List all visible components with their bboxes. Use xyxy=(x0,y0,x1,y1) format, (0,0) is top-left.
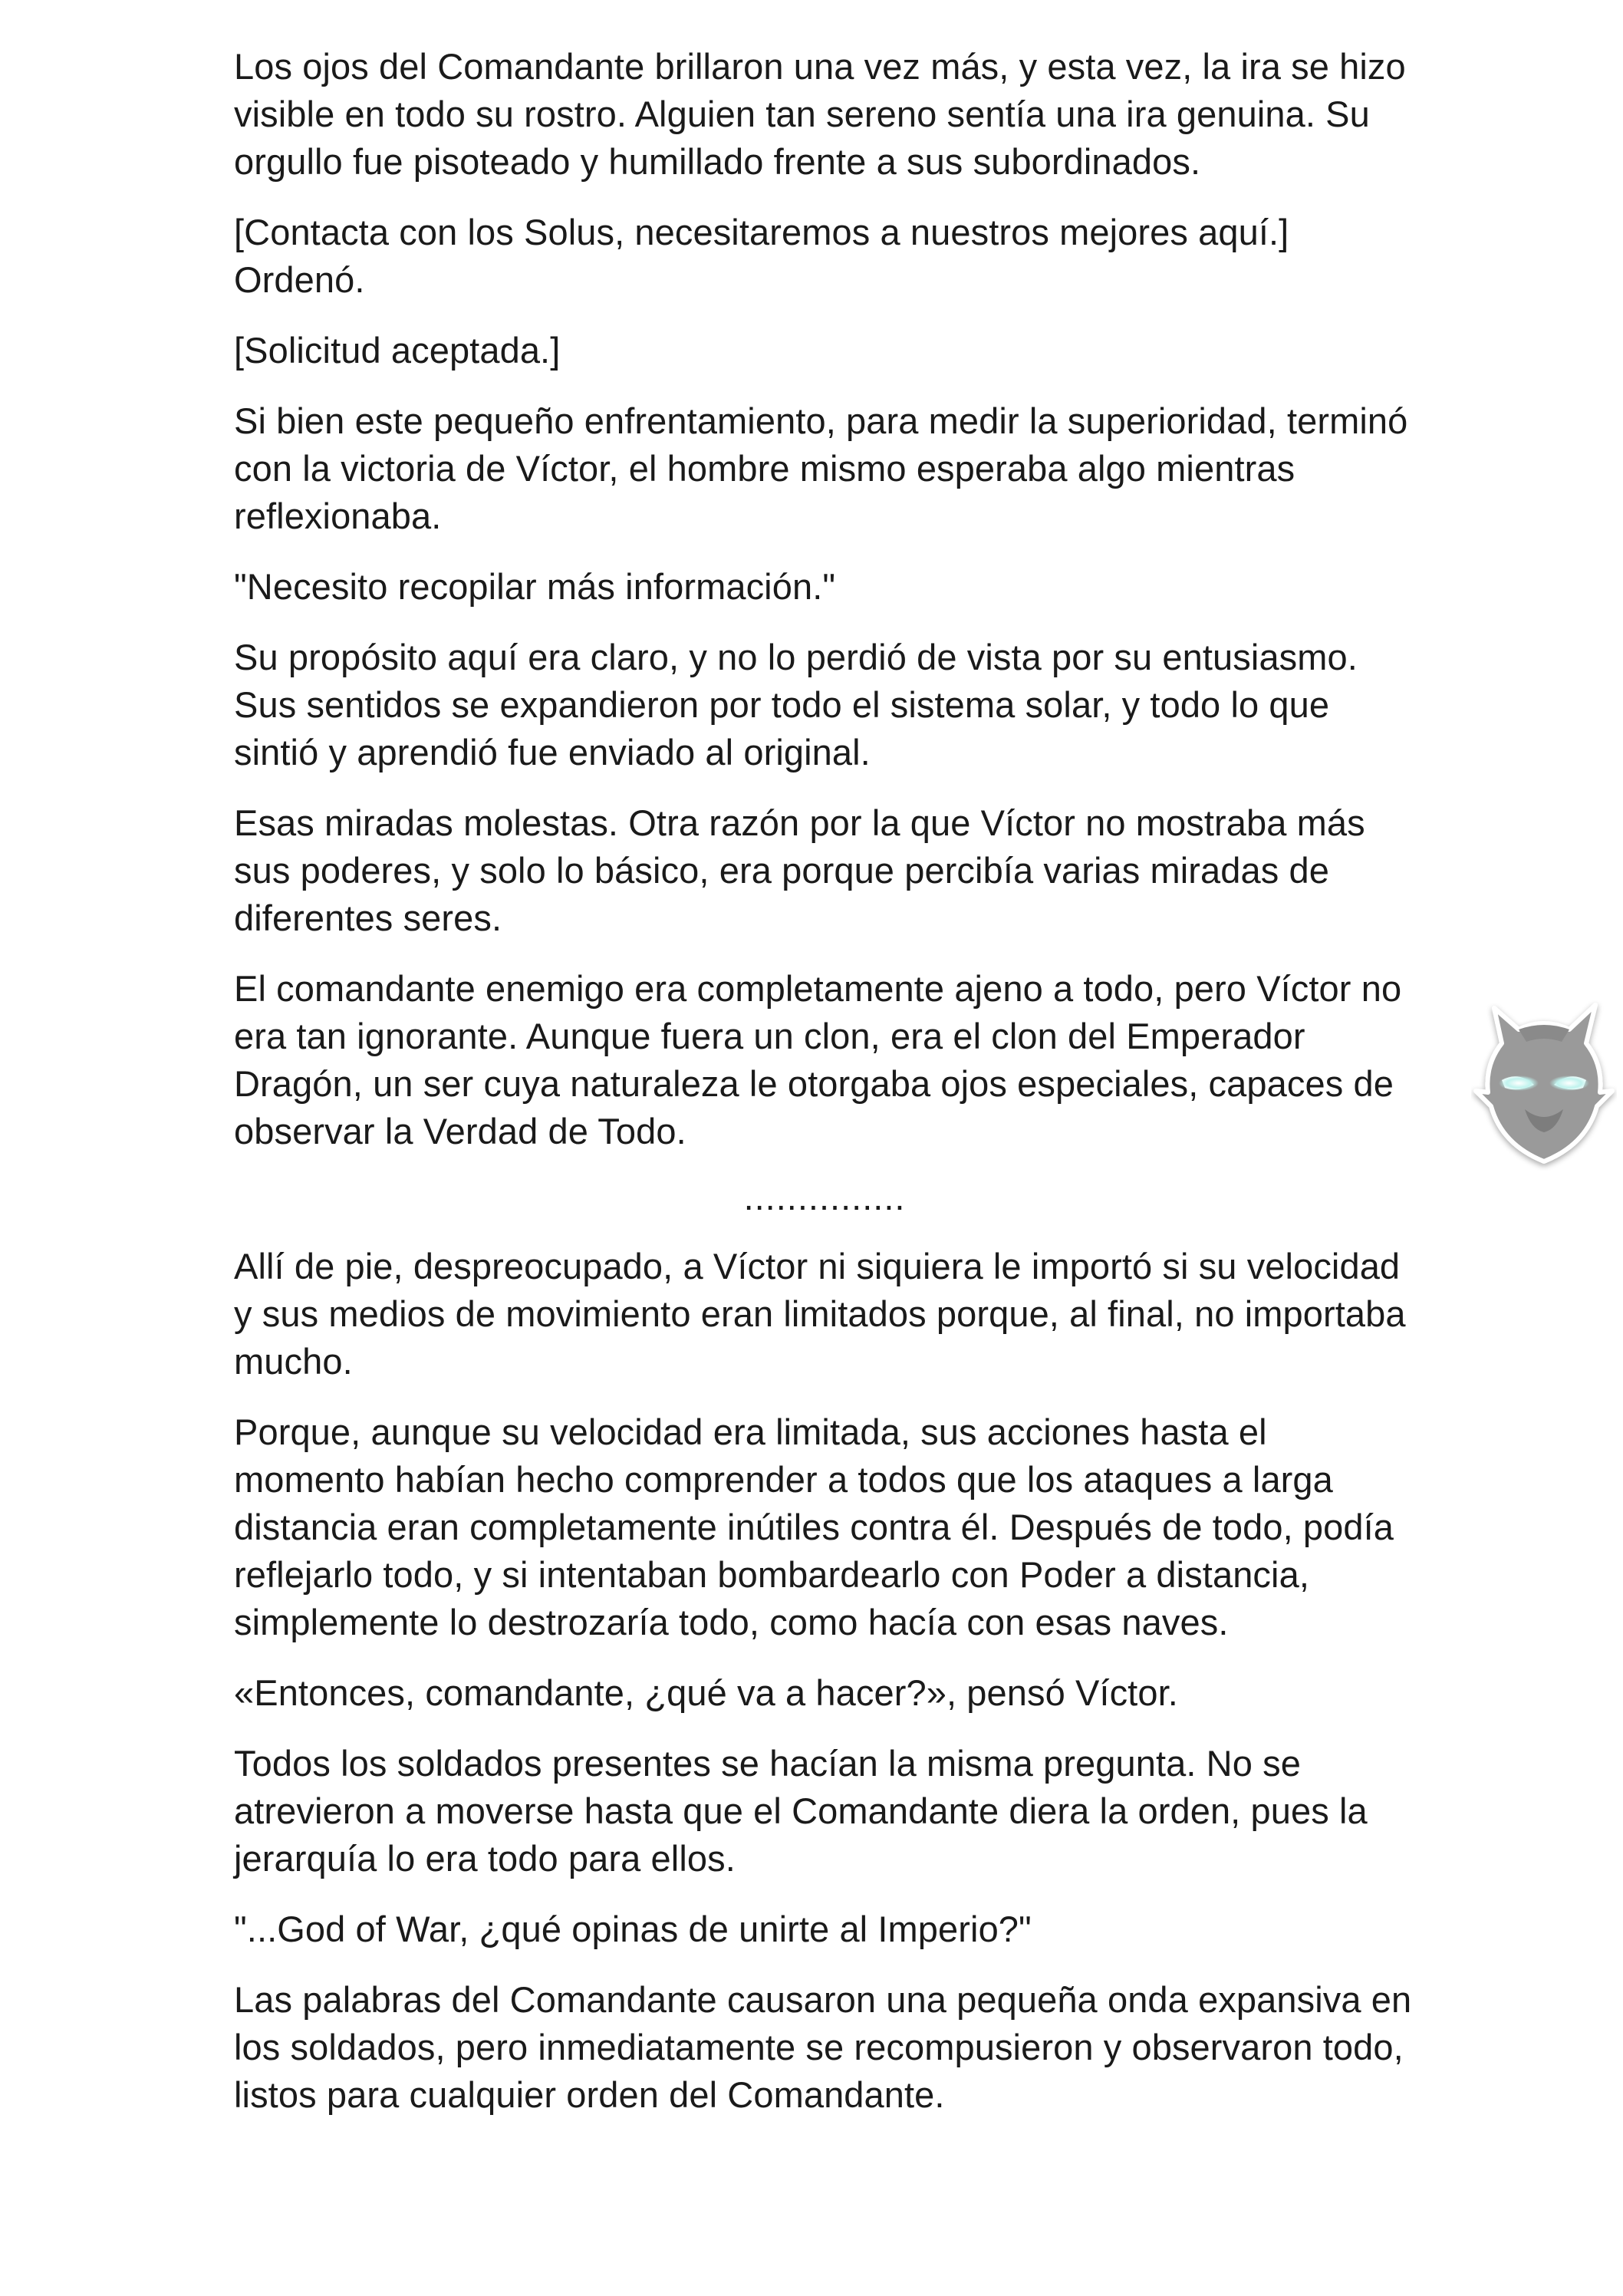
paragraph-4: Si bien este pequeño enfrentamiento, para medir la superioridad, terminó con la victoria de Víctor, el hombre mismo esperaba algo mientras reflexionaba. xyxy=(234,400,1408,536)
watermark-logo xyxy=(1471,994,1617,1171)
text-column xyxy=(234,43,1415,2142)
paragraph-3: [Solicitud aceptada.] xyxy=(234,330,561,371)
paragraph-8: El comandante enemigo era completamente ajeno a todo, pero Víctor no era tan ignorante. Aunque fuera un clon, era el clon del Emperador Dragón, un ser cuya naturaleza le otorgaba ojos especiales, capaces de observar la Verdad de Todo. xyxy=(234,968,1402,1151)
paragraph-5: "Necesito recopilar más información." xyxy=(234,566,836,607)
paragraph-2: [Contacta con los Solus, necesitaremos a nuestros mejores aquí.] Ordenó. xyxy=(234,212,1289,300)
paragraph-7: Esas miradas molestas. Otra razón por la que Víctor no mostraba más sus poderes, y solo lo básico, era porque percibía varias miradas de diferentes seres. xyxy=(234,802,1365,938)
scene-separator: ............... xyxy=(743,1177,906,1217)
paragraph-6: Su propósito aquí era claro, y no lo perdió de vista por su entusiasmo. Sus sentidos se expandieron por todo el sistema solar, y todo lo que sintió y aprendió fue enviado al original. xyxy=(234,637,1358,772)
paragraph-10: Porque, aunque su velocidad era limitada, sus acciones hasta el momento habían hecho comprender a todos que los ataques a larga distancia eran completamente inútiles contra él. Después de todo, podía reflejarlo todo, y si intentaban bombardearlo con Poder a distancia, simplemente lo destrozaría todo, como hacía con esas naves. xyxy=(234,1412,1394,1642)
paragraph-11: «Entonces, comandante, ¿qué va a hacer?», pensó Víctor. xyxy=(234,1672,1178,1713)
demon-head-icon xyxy=(1471,994,1617,1171)
paragraph-1: Los ojos del Comandante brillaron una vez más, y esta vez, la ira se hizo visible en todo su rostro. Alguien tan sereno sentía una ira genuina. Su orgullo fue pisoteado y humillado frente a sus subordinados. xyxy=(234,46,1406,182)
paragraph-14: Las palabras del Comandante causaron una pequeña onda expansiva en los soldados, pero inmediatamente se recompusieron y observaron todo, listos para cualquier orden del Comandante. xyxy=(234,1979,1412,2115)
paragraph-9: Allí de pie, despreocupado, a Víctor ni siquiera le importó si su velocidad y sus medios de movimiento eran limitados porque, al final, no importaba mucho. xyxy=(234,1246,1406,1382)
paragraph-13: "...God of War, ¿qué opinas de unirte al Imperio?" xyxy=(234,1909,1032,1949)
paragraph-12: Todos los soldados presentes se hacían la misma pregunta. No se atrevieron a moverse hasta que el Comandante diera la orden, pues la jerarquía lo era todo para ellos. xyxy=(234,1743,1368,1879)
